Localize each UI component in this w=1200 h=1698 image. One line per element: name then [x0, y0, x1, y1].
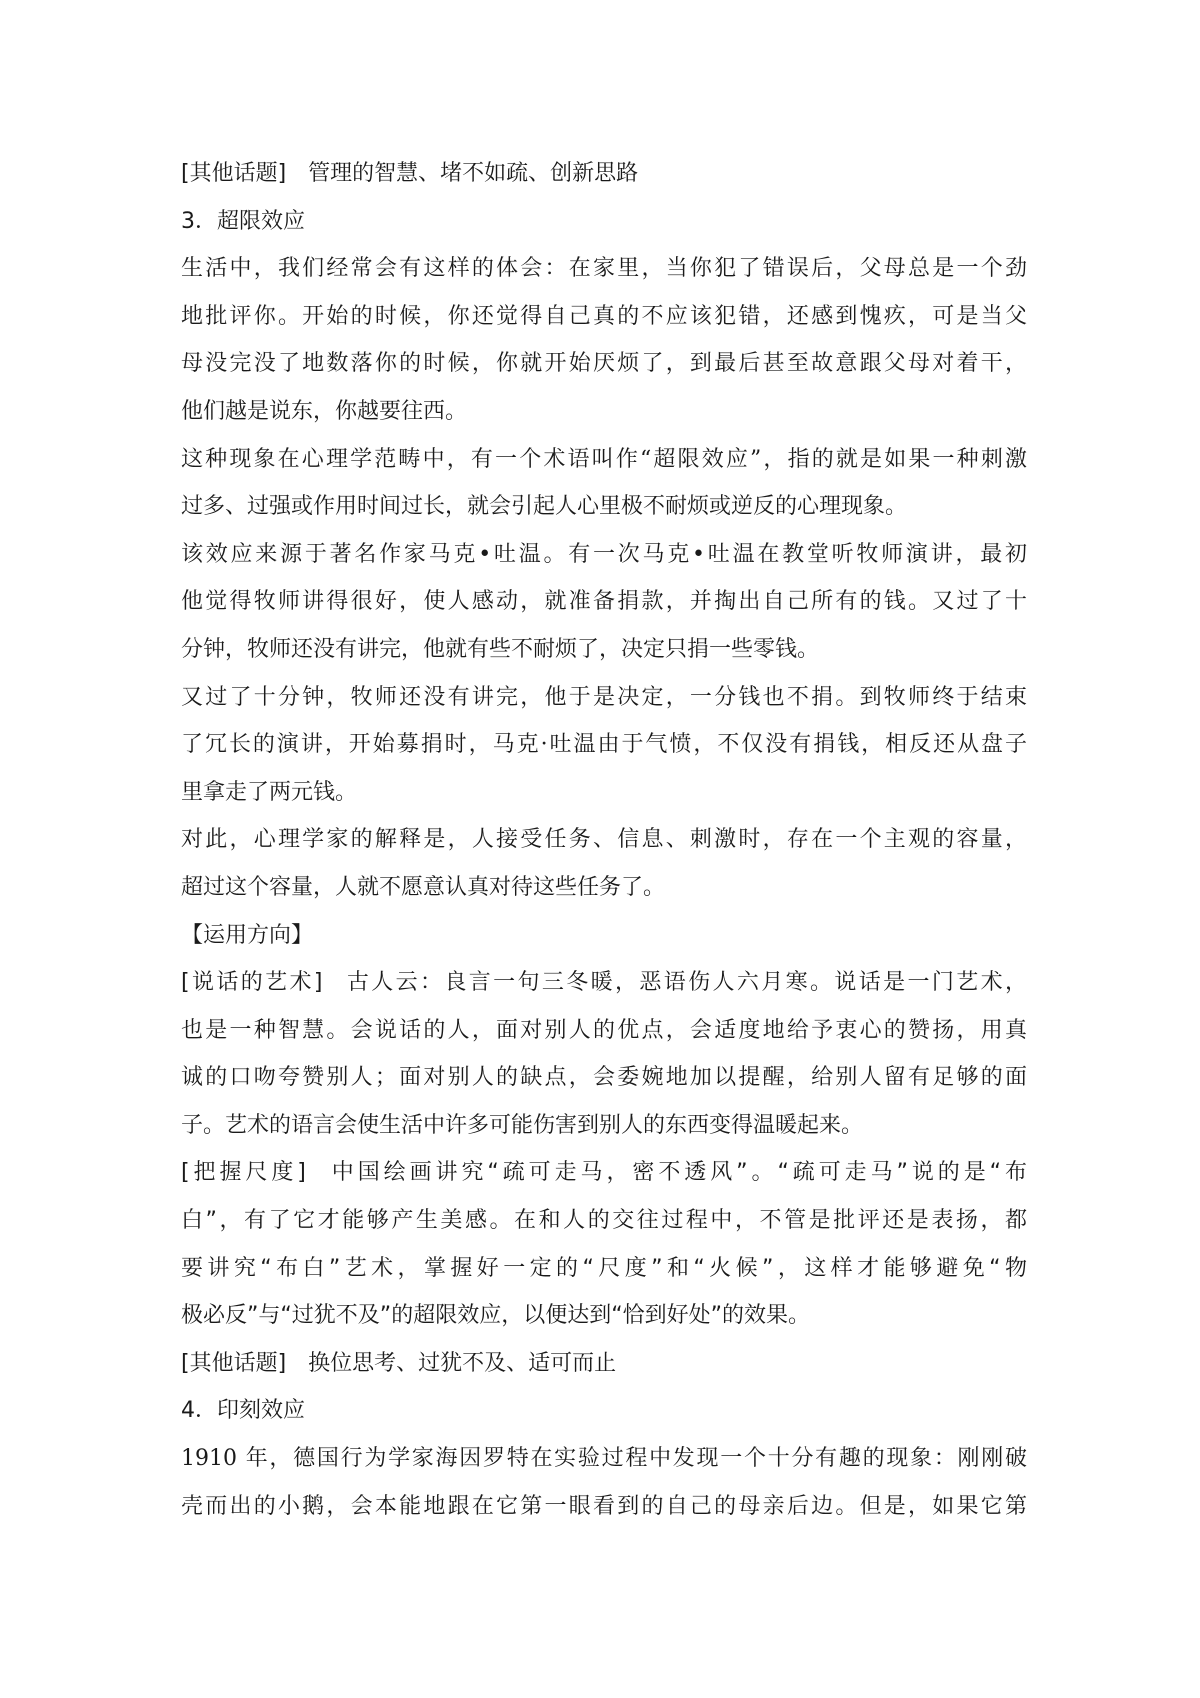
text-line: [181, 864, 1027, 912]
line-text: 壳而出的小鹅，会本能地跟在它第一眼看到的自己的母亲后边。但是，如果它第: [181, 1493, 1027, 1519]
line-text: 又过了十分钟，牧师还没有讲完，他于是决定，一分钱也不捐。到牧师终于结束: [181, 684, 1027, 710]
line-text: 该效应来源于著名作家马克•吐温。有一次马克•吐温在教堂听牧师演讲，最初: [181, 541, 1027, 567]
line-text: 这种现象在心理学范畴中，有一个术语叫作“超限效应”，指的就是如果一种刺激: [181, 446, 1027, 472]
section-heading: 4．印刻效应: [181, 1398, 305, 1424]
text-line: [181, 340, 1027, 388]
topic-tag: [说话的艺术]: [181, 970, 323, 996]
text-line: [181, 1007, 1027, 1055]
section-heading: 【运用方向】: [181, 922, 314, 948]
line-text: 生活中，我们经常会有这样的体会：在家里，当你犯了错误后，父母总是一个劲: [181, 256, 1027, 282]
text-line: [181, 150, 1027, 198]
text-line: [181, 483, 1027, 531]
topic-tag: [其他话题]: [181, 161, 287, 186]
text-line: [181, 1245, 1027, 1293]
text-line: [181, 1435, 1027, 1483]
line-text: 要讲究“布白”艺术，掌握好一定的“尺度”和“火候”，这样才能够避免“物: [181, 1255, 1027, 1281]
line-text: 超过这个容量，人就不愿意认真对待这些任务了。: [181, 874, 666, 900]
line-text: 白”，有了它才能够产生美感。在和人的交往过程中，不管是批评还是表扬，都: [181, 1208, 1027, 1234]
text-line: [181, 245, 1027, 293]
line-text: 母没完没了地数落你的时候，你就开始厌烦了，到最后甚至故意跟父母对着干，: [181, 351, 1027, 377]
line-text: 中国绘画讲究“疏可走马，密不透风”。“疏可走马”说的是“布: [327, 1160, 1027, 1186]
text-line: [181, 626, 1027, 674]
line-text: 古人云：良言一句三冬暖，恶语伤人六月寒。说话是一门艺术，: [344, 970, 1027, 996]
line-text: 诚的口吻夸赞别人；面对别人的缺点，会委婉地加以提醒，给别人留有足够的面: [181, 1065, 1027, 1091]
line-text: 他们越是说东，你越要往西。: [181, 398, 468, 424]
line-text: 过多、过强或作用时间过长，就会引起人心里极不耐烦或逆反的心理现象。: [181, 494, 908, 520]
text-line: [181, 769, 1027, 817]
text-line: [181, 674, 1027, 722]
text-line: [181, 578, 1027, 626]
text-line: [181, 1292, 1027, 1340]
text-line: [181, 436, 1027, 484]
line-text: 里拿走了两元钱。: [181, 779, 358, 805]
line-text: 了冗长的演讲，开始募捐时，马克·吐温由于气愤，不仅没有捐钱，相反还从盘子: [181, 732, 1027, 758]
text-line: [181, 1054, 1027, 1102]
text-line: [181, 388, 1027, 436]
line-text: 换位思考、过犹不及、适可而止: [308, 1350, 617, 1376]
text-line: [181, 721, 1027, 769]
topic-tag: [把握尺度]: [181, 1160, 306, 1186]
text-line: [181, 1483, 1027, 1531]
line-text: 极必反”与“过犹不及”的超限效应，以便达到“恰到好处”的效果。: [181, 1303, 810, 1329]
text-line: [181, 1149, 1027, 1197]
line-text: 管理的智慧、堵不如疏、创新思路: [308, 161, 639, 186]
line-text: 子。艺术的语言会使生活中许多可能伤害到别人的东西变得温暖起来。: [181, 1112, 864, 1138]
text-line: [181, 816, 1027, 864]
text-line: [181, 1340, 1027, 1388]
line-text: 地批评你。开始的时候，你还觉得自己真的不应该犯错，还感到愧疚，可是当父: [181, 303, 1027, 329]
text-line: [181, 1102, 1027, 1150]
text-line: [181, 293, 1027, 341]
line-text: 也是一种智慧。会说话的人，面对别人的优点，会适度地给予衷心的赞扬，用真: [181, 1017, 1027, 1043]
line-text: 他觉得牧师讲得很好，使人感动，就准备捐款，并掏出自己所有的钱。又过了十: [181, 589, 1027, 615]
line-text: 1910 年，德国行为学家海因罗特在实验过程中发现一个十分有趣的现象：刚刚破: [181, 1446, 1027, 1472]
line-text: 分钟，牧师还没有讲完，他就有些不耐烦了，决定只捐一些零钱。: [181, 636, 820, 662]
topic-tag: [其他话题]: [181, 1350, 287, 1376]
text-line: [181, 1197, 1027, 1245]
text-line: [181, 531, 1027, 579]
line-text: 对此，心理学家的解释是，人接受任务、信息、刺激时，存在一个主观的容量，: [181, 827, 1027, 853]
text-line: [181, 959, 1027, 1007]
section-heading: 3．超限效应: [181, 208, 305, 234]
document-page: [181, 150, 1027, 1530]
